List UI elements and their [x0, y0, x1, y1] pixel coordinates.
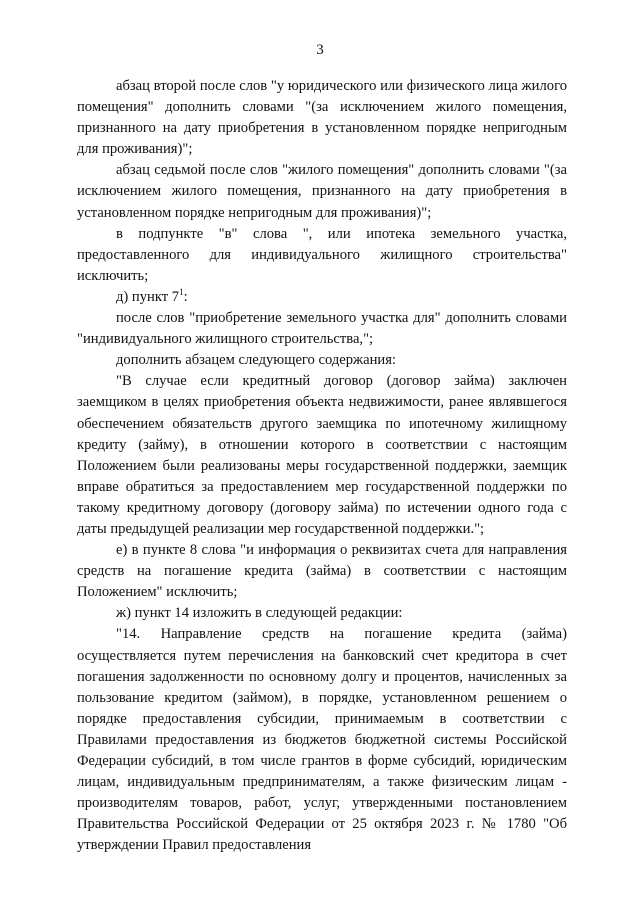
paragraph: абзац второй после слов "у юридического или физического лица жилого помещения" дополнить словами "(за исключением жилого помещения, признанного на дату приобретения в установленном порядке непригодным для проживания)";	[77, 78, 567, 158]
paragraph: ж) пункт 14 изложить в следующей редакции:	[116, 605, 403, 622]
item-d-superscript: 1	[179, 287, 184, 298]
paragraph: в подпункте "в" слова ", или ипотека земельного участка, предоставленного для индивидуального жилищного строительства" исключить;	[77, 225, 567, 284]
item-d-suffix: :	[183, 288, 188, 305]
paragraph: е) в пункте 8 слова "и информация о реквизитах счета для направления средств на погашение кредита (займа) в соответствии с настоящим Положением" исключить;	[77, 542, 567, 601]
paragraph: абзац седьмой после слов "жилого помещения" дополнить словами "(за исключением жилого помещения, признанного на дату приобретения в установленном порядке непригодным для проживания)";	[77, 162, 567, 221]
page-number: 3	[316, 42, 324, 58]
item-d-heading	[77, 287, 567, 308]
document-body	[77, 76, 567, 856]
paragraph: дополнить абзацем следующего содержания:	[116, 352, 396, 369]
quoted-paragraph: "14. Направление средств на погашение кредита (займа) осуществляется путем перечисления на банковский счет кредитора в счет погашения задолженности по основному долгу и процентов, начисленных за пользование кредитом (займом), в порядке, установленном решением о порядке предоставления субсидии, принимаемым в соответствии с Правилами предоставления из бюджетов бюджетной системы Российской Федерации субсидий, в том числе грантов в форме субсидий, юридическим лицам, индивидуальным предпринимателям, а также физическим лицам - производителям товаров, работ, услуг, утвержденными постановлением Правительства Российской Федерации от 25 октября 2023 г. № 1780 "Об утверждении Правил предоставления	[77, 626, 567, 854]
quoted-paragraph: "В случае если кредитный договор (договор займа) заключен заемщиком в целях приобретения объекта недвижимости, ранее являвшегося обеспечением обязательств другого заемщика по ипотечному жилищному кредиту (займу), в отношении которого в соответствии с настоящим Положением были реализованы меры государственной поддержки, заемщик вправе обратиться за предоставлением мер государственной поддержки по такому кредитному договору (договору займа) по истечении одного года с даты предыдущей реализации мер государственной поддержки.";	[77, 373, 567, 537]
paragraph: после слов "приобретение земельного участка для" дополнить словами "индивидуального жилищного строительства,";	[77, 310, 567, 348]
item-d-prefix: д) пункт 7	[116, 288, 180, 305]
